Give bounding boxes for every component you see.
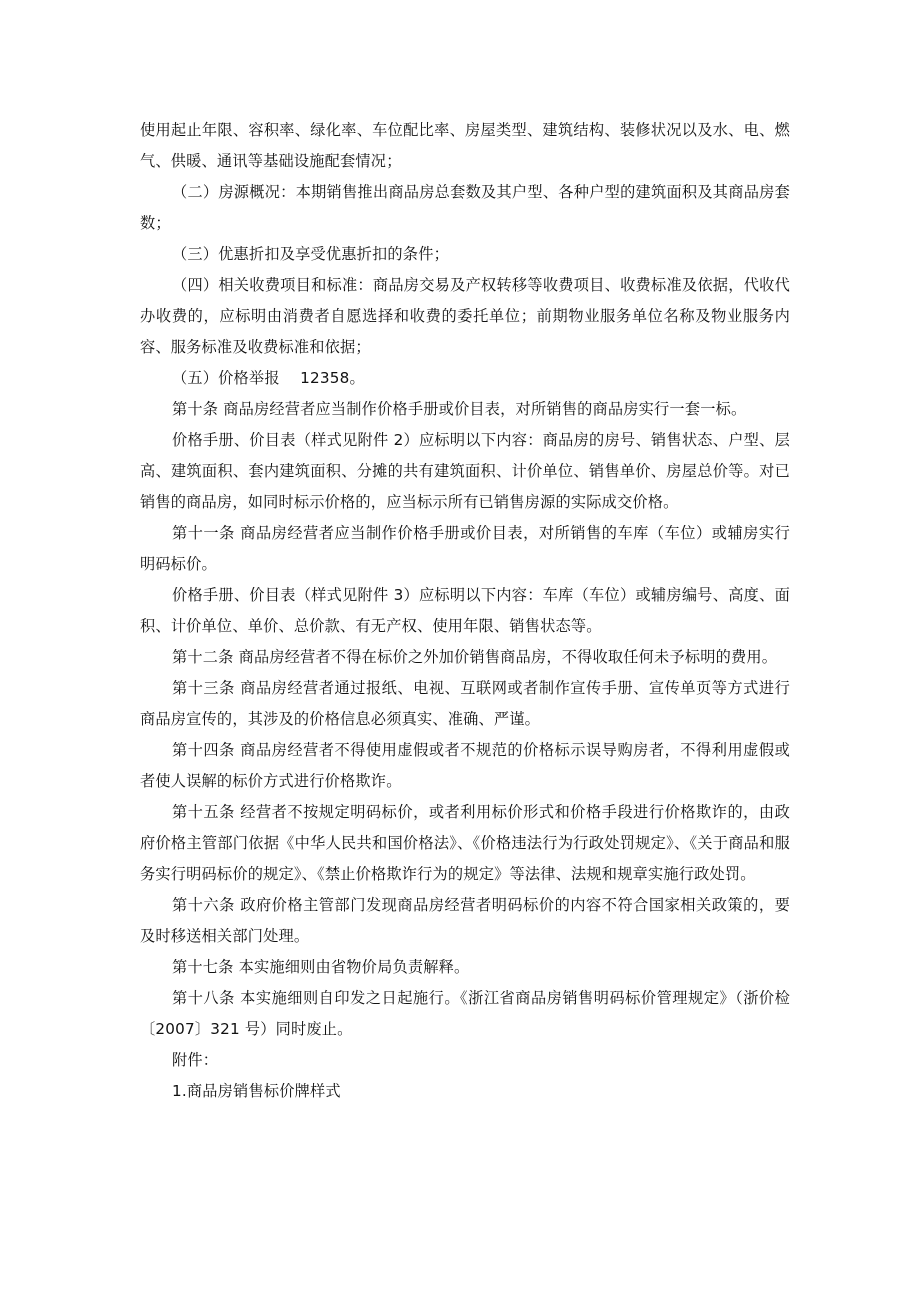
paragraph-discounts: （三）优惠折扣及享受优惠折扣的条件； [172, 245, 449, 263]
article-16: 第十六条 政府价格主管部门发现商品房经营者明码标价的内容不符合国家相关政策的，要及时移送相关部门处理。 [140, 896, 790, 945]
paragraph-facilities: 使用起止年限、容积率、绿化率、车位配比率、房屋类型、建筑结构、装修状况以及水、电、燃气、供暖、通讯等基础设施配套情况； [140, 121, 790, 170]
attachment-item-1: 1.商品房销售标价牌样式 [172, 1082, 341, 1100]
article-14: 第十四条 商品房经营者不得使用虚假或者不规范的价格标示误导购房者，不得利用虚假或者使人误解的标价方式进行价格欺诈。 [140, 741, 790, 790]
article-12: 第十二条 商品房经营者不得在标价之外加价销售商品房，不得收取任何未予标明的费用。 [172, 648, 778, 666]
article-10: 第十条 商品房经营者应当制作价格手册或价目表，对所销售的商品房实行一套一标。 [172, 400, 747, 418]
article-15: 第十五条 经营者不按规定明码标价，或者利用标价形式和价格手段进行价格欺诈的，由政府价格主管部门依据《中华人民共和国价格法》、《价格违法行为行政处罚规定》、《关于商品和服务实行明码标价的规定》、《禁止价格欺诈行为的规定》等法律、法规和规章实施行政处罚。 [140, 803, 790, 883]
article-11: 第十一条 商品房经营者应当制作价格手册或价目表，对所销售的车库（车位）或辅房实行明码标价。 [140, 524, 790, 573]
article-17: 第十七条 本实施细则由省物价局负责解释。 [172, 958, 470, 976]
paragraph-price-manual-garage: 价格手册、价目表（样式见附件 3）应标明以下内容：车库（车位）或辅房编号、高度、面积、计价单位、单价、总价款、有无产权、使用年限、销售状态等。 [140, 586, 790, 635]
paragraph-price-report: （五）价格举报 12358。 [172, 369, 365, 387]
article-13: 第十三条 商品房经营者通过报纸、电视、互联网或者制作宣传手册、宣传单页等方式进行商品房宣传的，其涉及的价格信息必须真实、准确、严谨。 [140, 679, 790, 728]
article-18: 第十八条 本实施细则自印发之日起施行。《浙江省商品房销售明码标价管理规定》（浙价检〔2007〕321 号）同时废止。 [140, 989, 790, 1038]
paragraph-fees: （四）相关收费项目和标准：商品房交易及产权转移等收费项目、收费标准及依据，代收代办收费的，应标明由消费者自愿选择和收费的委托单位；前期物业服务单位名称及物业服务内容、服务标准及收费标准和依据； [140, 276, 790, 356]
paragraph-housing-overview: （二）房源概况：本期销售推出商品房总套数及其户型、各种户型的建筑面积及其商品房套数； [140, 183, 790, 232]
attachments-heading: 附件： [172, 1051, 219, 1069]
document-body [140, 115, 790, 1107]
paragraph-price-manual-housing: 价格手册、价目表（样式见附件 2）应标明以下内容：商品房的房号、销售状态、户型、层高、建筑面积、套内建筑面积、分摊的共有建筑面积、计价单位、销售单价、房屋总价等。对已销售的商品房，如同时标示价格的，应当标示所有已销售房源的实际成交价格。 [140, 431, 790, 511]
